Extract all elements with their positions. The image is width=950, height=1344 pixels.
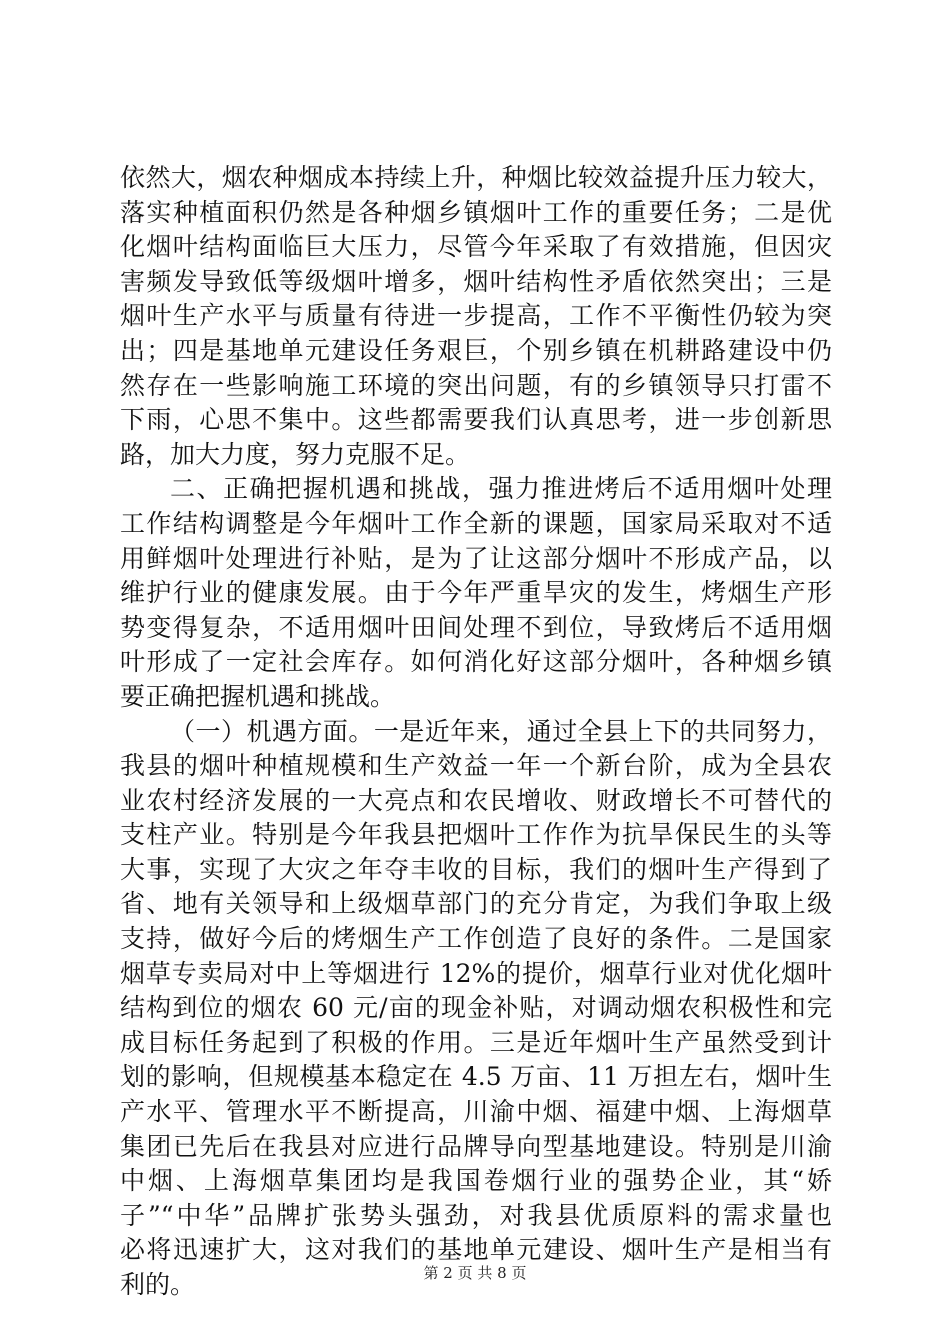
text-line: 产水平、管理水平不断提高，川渝中烟、福建中烟、上海烟草	[120, 1097, 832, 1127]
text-line: 路，加大力度，努力克服不足。	[120, 439, 471, 469]
text-line: 烟叶生产水平与质量有待进一步提高，工作不平衡性仍较为突	[120, 301, 832, 331]
text-line: 成目标任务起到了积极的作用。三是近年烟叶生产虽然受到计	[120, 1027, 832, 1057]
text-line: 中烟、上海烟草集团均是我国卷烟行业的强势企业，其“娇	[120, 1166, 832, 1196]
text-line: 大事，实现了大灾之年夺丰收的目标，我们的烟叶生产得到了	[120, 854, 832, 884]
text-line: 划的影响，但规模基本稳定在 4.5 万亩、11 万担左右，烟叶生	[120, 1062, 832, 1092]
text-line: 维护行业的健康发展。由于今年严重旱灾的发生，烤烟生产形	[120, 578, 832, 608]
text-line: 支柱产业。特别是今年我县把烟叶工作作为抗旱保民生的头等	[120, 820, 832, 850]
text-line: 业农村经济发展的一大亮点和农民增收、财政增长不可替代的	[120, 785, 832, 815]
text-line: 支持，做好今后的烤烟生产工作创造了良好的条件。二是国家	[120, 924, 832, 954]
text-line: 工作结构调整是今年烟叶工作全新的课题，国家局采取对不适	[120, 508, 832, 538]
text-line: 化烟叶结构面临巨大压力，尽管今年采取了有效措施，但因灾	[120, 232, 832, 262]
text-line: 依然大，烟农种烟成本持续上升，种烟比较效益提升压力较大，	[120, 163, 832, 192]
text-line: 集团已先后在我县对应进行品牌导向型基地建设。特别是川渝	[120, 1131, 832, 1161]
text-line: 要正确把握机遇和挑战。	[120, 681, 396, 711]
text-line: 害频发导致低等级烟叶增多，烟叶结构性矛盾依然突出；三是	[120, 266, 832, 296]
text-line: 下雨，心思不集中。这些都需要我们认真思考，进一步创新思	[120, 405, 832, 435]
text-line: 然存在一些影响施工环境的突出问题，有的乡镇领导只打雷不	[120, 370, 832, 400]
text-line: 二、正确把握机遇和挑战，强力推进烤后不适用烟叶处理	[170, 474, 832, 504]
text-line: 必将迅速扩大，这对我们的基地单元建设、烟叶生产是相当有	[120, 1235, 832, 1265]
text-line: 我县的烟叶种植规模和生产效益一年一个新台阶，成为全县农	[120, 751, 832, 781]
text-line: 叶形成了一定社会库存。如何消化好这部分烟叶，各种烟乡镇	[120, 647, 832, 677]
text-line: 烟草专卖局对中上等烟进行 12%的提价，烟草行业对优化烟叶	[120, 958, 832, 988]
text-line: 省、地有关领导和上级烟草部门的充分肯定，为我们争取上级	[120, 889, 832, 919]
text-line: （一）机遇方面。一是近年来，通过全县上下的共同努力，	[170, 716, 832, 746]
document-body	[120, 161, 832, 1303]
text-line: 出；四是基地单元建设任务艰巨，个别乡镇在机耕路建设中仍	[120, 335, 832, 365]
text-line: 势变得复杂，不适用烟叶田间处理不到位，导致烤后不适用烟	[120, 612, 832, 642]
text-line: 用鲜烟叶处理进行补贴，是为了让这部分烟叶不形成产品，以	[120, 543, 832, 573]
text-line: 子”“中华”品牌扩张势头强劲，对我县优质原料的需求量也	[120, 1200, 832, 1230]
page-footer: 第 2 页 共 8 页	[423, 1264, 527, 1282]
text-line: 结构到位的烟农 60 元/亩的现金补贴，对调动烟农积极性和完	[120, 993, 832, 1023]
text-line: 利的。	[120, 1270, 196, 1299]
text-line: 落实种植面积仍然是各种烟乡镇烟叶工作的重要任务；二是优	[120, 197, 832, 227]
